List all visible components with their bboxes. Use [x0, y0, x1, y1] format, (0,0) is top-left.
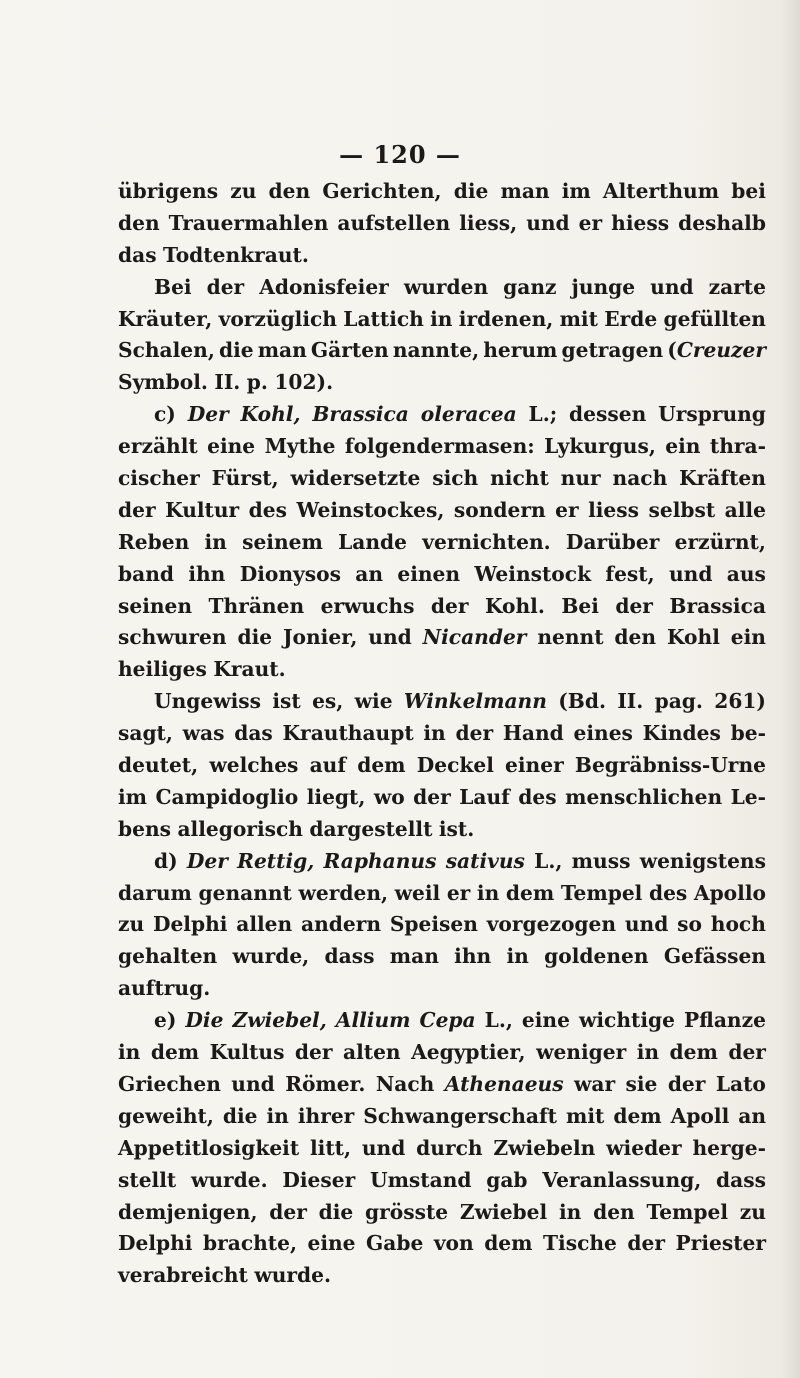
word: Brassica	[312, 402, 409, 427]
word: erwuchs	[320, 593, 415, 618]
word: der	[627, 1231, 665, 1256]
word: getragen	[561, 338, 664, 363]
word: nicht	[490, 466, 549, 491]
word: er	[555, 497, 579, 522]
word: Delphi	[118, 1231, 193, 1256]
word: Symbol.	[118, 370, 208, 395]
word: thra-	[709, 434, 766, 459]
word: Darüber	[565, 529, 660, 554]
word: Raphanus	[323, 848, 437, 873]
text-line	[118, 1228, 766, 1260]
word: dass	[716, 1167, 766, 1192]
word: Mythe	[264, 434, 336, 459]
word: widersetzte	[290, 466, 421, 491]
word: Deckel	[416, 753, 494, 778]
word: Krauthaupt	[282, 721, 414, 746]
word: gab	[486, 1167, 528, 1192]
word: Pflanze	[683, 1008, 766, 1033]
text-line	[118, 591, 766, 623]
word: schwuren	[118, 625, 227, 650]
word: Gärten	[310, 338, 389, 363]
word: man	[389, 944, 439, 969]
word: wurden	[403, 274, 489, 299]
word: Apollo	[693, 880, 766, 905]
word: zarte	[708, 274, 766, 299]
word: mit	[566, 1103, 605, 1128]
word: Appetitlosigkeit	[118, 1135, 300, 1160]
word: herge-	[692, 1135, 766, 1160]
word: zu	[230, 179, 257, 203]
word: ihn	[454, 944, 492, 969]
word: genannt	[198, 880, 292, 905]
word: Kohl.	[484, 593, 545, 618]
word: in	[204, 529, 227, 554]
word: wurde.	[190, 1167, 268, 1192]
text-line	[118, 495, 766, 527]
word: II.	[214, 370, 241, 395]
word: fest,	[605, 561, 655, 586]
word: 261)	[714, 689, 766, 714]
word: Gabe	[366, 1231, 424, 1256]
word: Adonisfeier	[259, 274, 389, 299]
word: werden,	[298, 880, 389, 905]
word: man	[500, 179, 550, 203]
word: erzählt	[118, 434, 198, 459]
word: in	[636, 1040, 660, 1065]
text-line	[118, 1197, 766, 1229]
text-line	[118, 1005, 766, 1037]
word: muss	[571, 848, 631, 873]
word: darum	[118, 880, 192, 905]
word: man	[257, 338, 307, 363]
word: vorgezogen	[486, 912, 617, 937]
word: gehalten	[118, 944, 218, 969]
word: Lauf	[459, 784, 510, 809]
word: wieder	[606, 1135, 682, 1160]
text-line	[118, 1260, 766, 1292]
word: der	[728, 1040, 766, 1065]
word: selbst	[648, 497, 716, 522]
word: und	[650, 274, 694, 299]
word: mit	[559, 306, 598, 331]
word: nannte,	[392, 338, 480, 363]
word: den	[593, 1199, 635, 1224]
word: einer	[505, 753, 564, 778]
word: auftrug.	[118, 976, 211, 1001]
word: einen	[397, 561, 461, 586]
text-line	[118, 1037, 766, 1069]
word: erzürnt,	[674, 529, 766, 554]
word: gefüllten	[663, 306, 766, 331]
word: Lande	[338, 529, 408, 554]
word: der	[413, 784, 451, 809]
word: die	[453, 179, 489, 203]
word: Kräuter,	[118, 306, 213, 331]
word: p.	[246, 370, 268, 395]
word: wurde.	[254, 1263, 331, 1288]
word: deshalb	[678, 210, 766, 235]
word: grösste	[365, 1199, 449, 1224]
word: in	[430, 306, 453, 331]
word: Todtenkraut.	[163, 242, 309, 267]
word: liess,	[459, 210, 518, 235]
word: stellt	[118, 1167, 177, 1192]
word: Lato	[715, 1071, 766, 1096]
text-line	[118, 909, 766, 941]
word: Lattich	[343, 306, 424, 331]
word: der	[206, 274, 245, 299]
text-line	[118, 559, 766, 591]
word: er	[446, 880, 471, 905]
word: Zwiebeln	[493, 1135, 596, 1160]
word: Fürst,	[211, 466, 279, 491]
word: nur	[560, 466, 601, 491]
word: eines	[573, 721, 633, 746]
word: Der	[186, 848, 228, 873]
word: Kohl	[666, 625, 720, 650]
word: welches	[209, 753, 299, 778]
word: Cepa	[419, 1008, 476, 1033]
word: die	[318, 1199, 354, 1224]
word: eine	[307, 1231, 356, 1256]
word: heiliges	[118, 657, 207, 682]
word: in	[558, 1199, 582, 1224]
word: c)	[154, 402, 176, 427]
word: verabreicht	[118, 1263, 248, 1288]
word: II.	[617, 689, 644, 714]
word: L.,	[484, 1008, 513, 1033]
text-line	[118, 176, 766, 208]
word: bei	[731, 179, 766, 203]
word: wenigstens	[639, 848, 766, 873]
word: wichtige	[578, 1008, 675, 1033]
text-line	[118, 208, 766, 240]
word: den	[268, 179, 311, 203]
word: durch	[416, 1135, 483, 1160]
word: und	[361, 1135, 406, 1160]
word: bens	[118, 816, 172, 841]
word: L.,	[534, 848, 563, 873]
word: Kultus	[209, 1040, 285, 1065]
word: Thränen	[208, 593, 305, 618]
word: nennt	[537, 625, 604, 650]
word: Der	[187, 402, 229, 427]
word: Campidoglio	[155, 784, 299, 809]
word: L.;	[528, 402, 558, 427]
word: alle	[724, 497, 766, 522]
text-line	[118, 941, 766, 973]
word: cischer	[118, 466, 200, 491]
word: des	[648, 880, 688, 905]
word: in	[118, 1040, 141, 1065]
word: dem	[505, 880, 555, 905]
word: er	[578, 210, 603, 235]
word: Zwiebel,	[232, 1008, 327, 1033]
text-line	[118, 622, 766, 654]
word: deutet,	[118, 753, 199, 778]
word: Jonier,	[282, 625, 358, 650]
word: sich	[432, 466, 479, 491]
text-line	[118, 846, 766, 878]
word: Speisen	[389, 912, 478, 937]
word: Lykurgus,	[544, 434, 656, 459]
word: vernichten.	[422, 529, 551, 554]
word: im	[118, 784, 148, 809]
word: dem	[613, 1103, 662, 1128]
word: Kultur	[165, 497, 240, 522]
word: nach	[612, 466, 668, 491]
text-line	[118, 272, 766, 304]
word: ein	[665, 434, 701, 459]
word: dem	[669, 1040, 718, 1065]
word: der	[430, 593, 469, 618]
text-line	[118, 750, 766, 782]
word: Bei	[561, 593, 599, 618]
word: liegt,	[306, 784, 366, 809]
word: von	[433, 1231, 474, 1256]
word: ihrer	[297, 1103, 355, 1128]
word: war	[574, 1071, 616, 1096]
text-line	[118, 1101, 766, 1133]
word: be-	[730, 721, 766, 746]
word: und	[526, 210, 570, 235]
word: pag.	[654, 689, 703, 714]
word: aus	[726, 561, 766, 586]
body-text	[118, 176, 766, 1292]
page-edge-shadow	[782, 0, 800, 1378]
word: alten	[343, 1040, 401, 1065]
word: Hand	[502, 721, 564, 746]
word: wurde,	[232, 944, 310, 969]
word: Ursprung	[658, 402, 766, 427]
text-line	[118, 782, 766, 814]
word: die	[237, 625, 273, 650]
word: Reben	[118, 529, 190, 554]
word: junge	[571, 274, 636, 299]
word: Erde	[604, 306, 658, 331]
word: allen	[236, 912, 293, 937]
word: übrigens	[118, 179, 219, 203]
word: in	[423, 721, 446, 746]
text-line	[118, 431, 766, 463]
word: brachte,	[202, 1231, 297, 1256]
word: in	[266, 1103, 289, 1128]
word: dem	[357, 753, 406, 778]
word: d)	[154, 848, 178, 873]
word: wie	[354, 689, 393, 714]
word: das	[118, 242, 157, 267]
word: dargestellt	[309, 816, 433, 841]
word: Athenaeus	[444, 1071, 564, 1096]
word: weil	[394, 880, 441, 905]
word: des	[518, 784, 557, 809]
word: ganz	[503, 274, 557, 299]
word: ist	[272, 689, 301, 714]
word: zu	[739, 1199, 766, 1224]
word: Kohl,	[240, 402, 301, 427]
word: Griechen	[118, 1071, 221, 1096]
word: folgendermasen:	[344, 434, 535, 459]
word: der	[269, 1199, 307, 1224]
word: Weinstock	[474, 561, 592, 586]
word: sagt,	[118, 721, 173, 746]
word: Schwangerschaft	[363, 1103, 558, 1128]
text-line	[118, 654, 766, 686]
word: zu	[118, 912, 145, 937]
word: was	[182, 721, 225, 746]
word: der	[667, 1071, 706, 1096]
text-line	[118, 1133, 766, 1165]
word: Tische	[543, 1231, 617, 1256]
word: Alterthum	[602, 179, 720, 203]
text-line	[118, 367, 766, 399]
text-line	[118, 718, 766, 750]
word: sondern	[453, 497, 546, 522]
word: weniger	[536, 1040, 627, 1065]
word: Kraut.	[213, 657, 286, 682]
text-line	[118, 240, 766, 272]
word: Nach	[375, 1071, 435, 1096]
word: Zwiebel	[459, 1199, 548, 1224]
word: Winkelmann	[403, 689, 547, 714]
word: Schalen,	[118, 338, 215, 363]
word: liess	[588, 497, 640, 522]
word: Weinstockes,	[296, 497, 445, 522]
word: hoch	[710, 912, 766, 937]
word: und	[668, 561, 713, 586]
word: Begräbniss-Urne	[574, 753, 766, 778]
word: Die	[185, 1008, 224, 1033]
word: und	[624, 912, 669, 937]
word: das	[234, 721, 273, 746]
page-number: — 120 —	[339, 140, 461, 169]
word: Le-	[730, 784, 766, 809]
word: die	[222, 1103, 258, 1128]
text-line	[118, 686, 766, 718]
word: Ungewiss	[154, 689, 262, 714]
word: band	[118, 561, 174, 586]
text-line	[118, 973, 766, 1005]
word: seinen	[118, 593, 193, 618]
word: dem	[484, 1231, 533, 1256]
word: Römer.	[285, 1071, 366, 1096]
word: Nicander	[422, 625, 527, 650]
word: Trauermahlen	[168, 210, 329, 235]
word: im	[561, 179, 591, 203]
word: in	[506, 944, 529, 969]
word: eine	[207, 434, 256, 459]
word: aufstellen	[337, 210, 451, 235]
word: und	[368, 625, 412, 650]
word: goldenen	[544, 944, 649, 969]
word: Tempel	[646, 1199, 729, 1224]
word: an	[355, 561, 384, 586]
word: an	[738, 1103, 766, 1128]
word: die	[218, 338, 254, 363]
word: (Bd.	[558, 689, 606, 714]
word: Rettig,	[237, 848, 315, 873]
word: 102).	[274, 370, 334, 395]
text-line	[118, 304, 766, 336]
text-line	[118, 335, 766, 367]
word: Aegyptier,	[411, 1040, 526, 1065]
word: der	[294, 1040, 333, 1065]
word: (Creuzer	[667, 338, 766, 363]
word: Tempel	[560, 880, 643, 905]
word: es,	[312, 689, 344, 714]
text-line	[118, 463, 766, 495]
word: der	[615, 593, 653, 618]
word: vorzüglich	[218, 306, 337, 331]
text-line	[118, 527, 766, 559]
word: litt,	[310, 1135, 352, 1160]
word: hiess	[611, 210, 670, 235]
text-line	[118, 399, 766, 431]
word: Umstand	[369, 1167, 472, 1192]
word: irdenen,	[458, 306, 554, 331]
word: sie	[625, 1071, 658, 1096]
word: dem	[150, 1040, 200, 1065]
word: Apoll	[670, 1103, 730, 1128]
word: Priester	[675, 1231, 766, 1256]
text-line	[118, 814, 766, 846]
word: Gerichten,	[322, 179, 442, 203]
word: demjenigen,	[118, 1199, 258, 1224]
word: Kindes	[642, 721, 721, 746]
word: sativus	[445, 848, 525, 873]
word: der	[455, 721, 494, 746]
word: und	[231, 1071, 275, 1096]
word: geweiht,	[118, 1103, 214, 1128]
word: Bei	[154, 274, 192, 299]
word: den	[614, 625, 657, 650]
word: in	[476, 880, 500, 905]
word: Veranlassung,	[542, 1167, 702, 1192]
word: herum	[483, 338, 558, 363]
word: dessen	[569, 402, 647, 427]
word: seinem	[242, 529, 323, 554]
word: Delphi	[152, 912, 228, 937]
word: auf	[309, 753, 347, 778]
word: Dieser	[282, 1167, 356, 1192]
word: Dionysos	[239, 561, 341, 586]
word: den	[118, 210, 160, 235]
word: e)	[154, 1008, 177, 1033]
word: Brassica	[669, 593, 766, 618]
word: ihn	[188, 561, 226, 586]
word: eine	[521, 1008, 570, 1033]
word: dass	[324, 944, 375, 969]
word: des	[248, 497, 287, 522]
word: oleracea	[420, 402, 517, 427]
word: ist.	[438, 816, 475, 841]
word: Allium	[335, 1008, 411, 1033]
word: so	[677, 912, 702, 937]
word: der	[118, 497, 156, 522]
text-line	[118, 1069, 766, 1101]
word: menschlichen	[565, 784, 723, 809]
word: ein	[730, 625, 766, 650]
word: allegorisch	[177, 816, 303, 841]
word: wo	[373, 784, 405, 809]
text-line	[118, 878, 766, 910]
word: andern	[300, 912, 382, 937]
word: Gefässen	[663, 944, 766, 969]
text-line	[118, 1165, 766, 1197]
word: Kräften	[679, 466, 766, 491]
